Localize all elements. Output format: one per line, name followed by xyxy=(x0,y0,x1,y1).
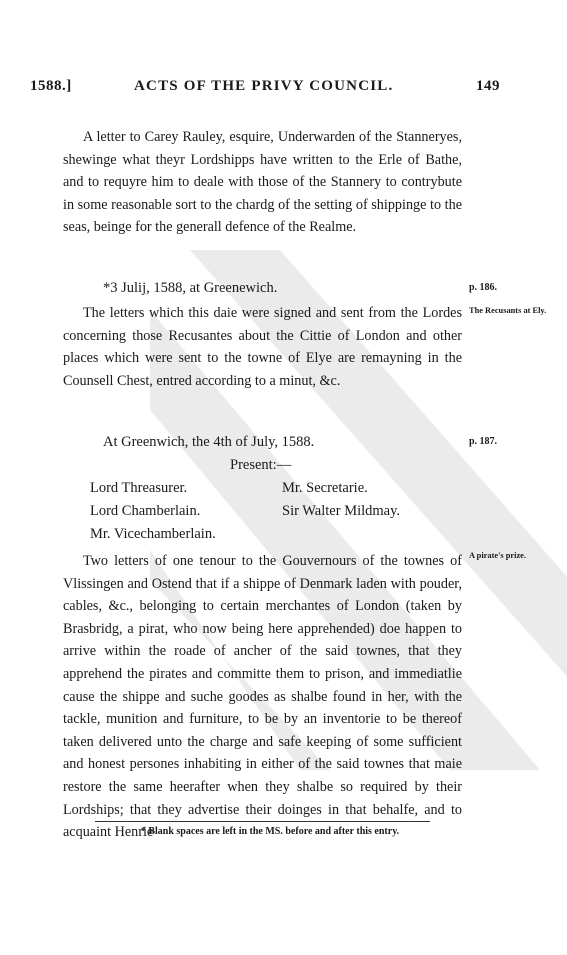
entry-heading-4-july: At Greenwich, the 4th of July, 1588. xyxy=(103,434,315,450)
attendee: Lord Threasurer. xyxy=(90,480,188,496)
paragraph-text: The letters which this daie were signed and sent from the Lordes concerning those Recusantes about the Cittie of London and other places which were sent to the towne of Elye are remayning in the Counsell Chest, entred according to a minut, &c. xyxy=(63,305,462,389)
paragraph-pirate-letters xyxy=(63,550,462,844)
attendee: Mr. Secretarie. xyxy=(282,480,368,496)
footnote: * Blank spaces are left in the MS. before and after this entry. xyxy=(140,826,400,837)
attendee: Mr. Vicechamberlain. xyxy=(90,526,216,542)
paragraph-recusants xyxy=(63,302,462,392)
entry-heading-3-july: *3 Julij, 1588, at Greenewich. xyxy=(103,280,278,296)
margin-note-pirates-prize: A pirate's prize. xyxy=(469,551,526,560)
paragraph-rauley-letter xyxy=(63,126,462,239)
page-number: 149 xyxy=(476,78,500,94)
header-title: ACTS OF THE PRIVY COUNCIL. xyxy=(134,78,394,94)
footnote-rule xyxy=(95,821,430,822)
attendee: Sir Walter Mildmay. xyxy=(282,503,401,519)
margin-note-recusants: The Recusants at Ely. xyxy=(469,306,547,315)
paragraph-text: A letter to Carey Rauley, esquire, Underwarden of the Stanneryes, shewinge what theyr Lordshipps have written to the Erle of Bathe, and to requyre him to deale with those of the Stannery to contrybute in some reasonable sort to the chardg of the setting of shippinge to the seas, beinge for the generall defence of the Realme. xyxy=(63,129,462,236)
paragraph-text: Two letters of one tenour to the Gouvernours of the townes of Vlissingen and Ostend that if a shippe of Denmark laden with pouder, cables, &c., belonging to certain merchantes of London (taken by Brasbridg, a pirat, who now being here apprehended) doe happen to arrive within the roade of ancher of the said townes, that they apprehend the pirates and committe them to prison, and immediatlie cause the shippe and suche goodes as shalbe found in her, with the tackle, munition and furniture, to be by an inventorie to be thereof taken delivered unto the charge and safe keeping of some sufficient and honest persones inhabiting in either of the said townes that maie restore the same heerafter when they shalbe so required by their Lordships; that they advertise their doinges in that behalfe, and to acquaint Henrie xyxy=(63,553,462,841)
attendee: Lord Chamberlain. xyxy=(90,503,201,519)
page-ref-187: p. 187. xyxy=(469,436,498,447)
running-header xyxy=(30,78,500,98)
page-ref-186: p. 186. xyxy=(469,282,498,293)
present-label: Present:— xyxy=(230,457,292,473)
header-year: 1588.] xyxy=(30,78,72,94)
